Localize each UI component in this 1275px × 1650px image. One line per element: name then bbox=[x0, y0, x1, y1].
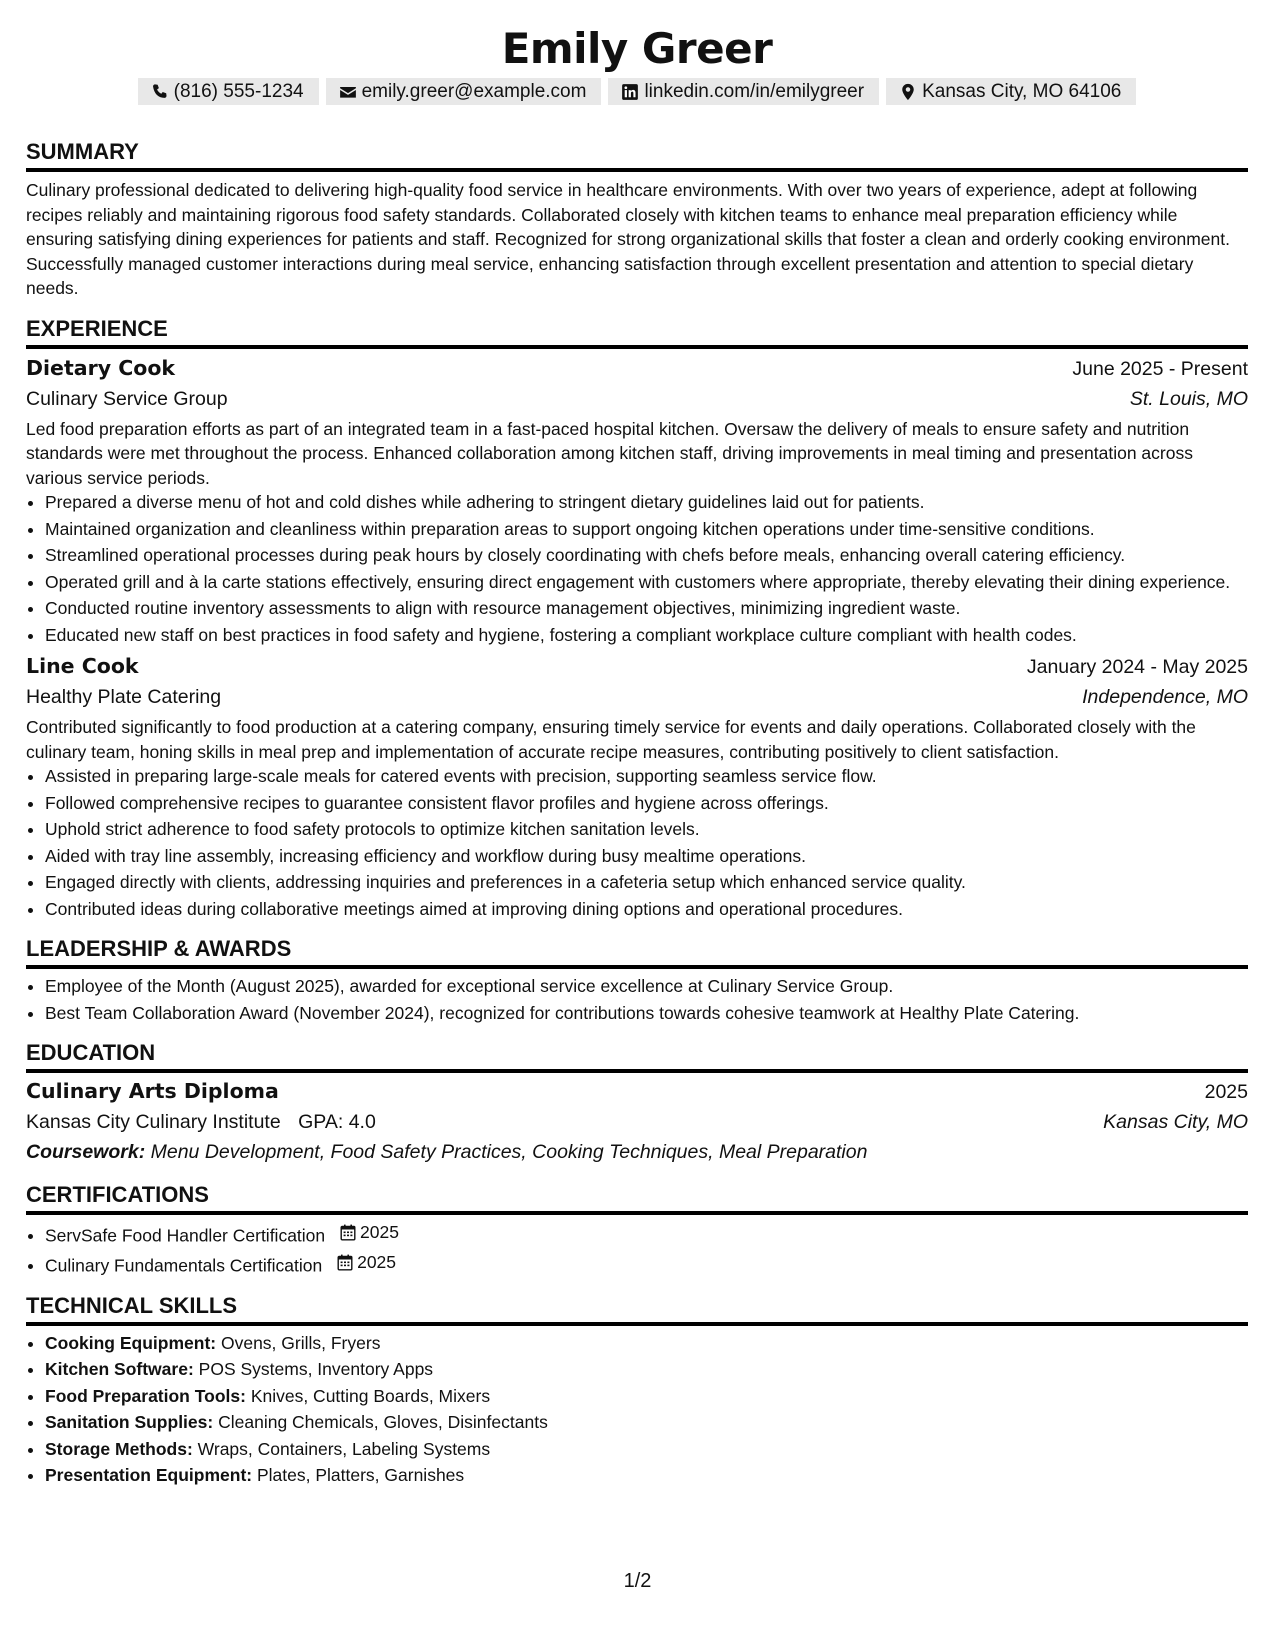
skill-value: POS Systems, Inventory Apps bbox=[198, 1359, 434, 1379]
job-bullet: • Engaged directly with clients, addressing inquiries and preferences in a cafeteria setup which enhanced service quality. bbox=[45, 871, 1248, 895]
certifications-section bbox=[26, 1181, 1248, 1278]
job-company: Healthy Plate Catering bbox=[26, 686, 222, 708]
certification-list bbox=[26, 1221, 1248, 1278]
linkedin-icon bbox=[621, 83, 639, 101]
job-entry bbox=[26, 651, 1248, 921]
calendar-icon bbox=[337, 1254, 353, 1271]
contact-phone[interactable] bbox=[138, 78, 319, 105]
skill-label: Kitchen Software: bbox=[45, 1359, 194, 1379]
candidate-name: Emily Greer bbox=[501, 24, 773, 73]
job-bullet: • Conducted routine inventory assessments to align with resource management objectives, minimizing ingredient waste. bbox=[45, 597, 1248, 621]
certification-year: 2025 bbox=[357, 1251, 397, 1272]
gpa: GPA: 4.0 bbox=[298, 1111, 376, 1133]
skill-item bbox=[45, 1332, 1248, 1356]
certification-name: Culinary Fundamentals Certification bbox=[45, 1255, 323, 1275]
envelope-icon bbox=[339, 83, 357, 101]
job-bullet: • Assisted in preparing large-scale meals for catered events with precision, supporting seamless service flow. bbox=[45, 765, 1248, 789]
skill-value: Ovens, Grills, Fryers bbox=[220, 1332, 381, 1353]
award-item: • Employee of the Month (August 2025), awarded for exceptional service excellence at Culinary Service Group. bbox=[45, 975, 1248, 999]
contact-location-text: Kansas City, MO 64106 bbox=[922, 81, 1122, 102]
skill-value: Knives, Cutting Boards, Mixers bbox=[250, 1385, 491, 1406]
degree-name: Culinary Arts Diploma bbox=[26, 1079, 279, 1103]
phone-icon bbox=[151, 83, 169, 101]
job-location: St. Louis, MO bbox=[1129, 387, 1248, 410]
education-heading: EDUCATION bbox=[26, 1039, 1248, 1073]
job-bullet: • Operated grill and à la carte stations effectively, ensuring direct engagement with customers where appropriate, thereby elevating their dining experience. bbox=[45, 571, 1248, 595]
job-company: Culinary Service Group bbox=[26, 387, 228, 410]
graduation-year: 2025 bbox=[1204, 1081, 1248, 1103]
skill-item bbox=[45, 1464, 1248, 1488]
award-item: • Best Team Collaboration Award (November 2024), recognized for contributions towards cohesive teamwork at Healthy Plate Catering. bbox=[45, 1002, 1248, 1026]
certification-item bbox=[45, 1221, 1248, 1248]
skill-item bbox=[45, 1358, 1248, 1382]
job-bullet: • Educated new staff on best practices in food safety and hygiene, fostering a compliant workplace culture compliant with health codes. bbox=[45, 624, 1248, 648]
skill-label: Storage Methods: bbox=[45, 1438, 193, 1459]
page-number: 1/2 bbox=[623, 1570, 652, 1592]
certification-year: 2025 bbox=[360, 1222, 399, 1242]
contact-email[interactable] bbox=[326, 78, 602, 105]
calendar-icon bbox=[340, 1224, 356, 1241]
skill-label: Cooking Equipment: bbox=[45, 1332, 217, 1353]
education-section bbox=[26, 1039, 1248, 1167]
job-entry bbox=[26, 353, 1248, 648]
leadership-heading: LEADERSHIP & AWARDS bbox=[26, 935, 1248, 969]
job-description: Contributed significantly to food production at a catering company, ensuring timely service for events and daily operations. Collaborated closely with the culinary team, honing skills in meal prep and implementation of accurate recipe measures, contributing positively to client satisfaction. bbox=[26, 717, 1196, 762]
job-bullet: • Aided with tray line assembly, increasing efficiency and workflow during busy mealtime operations. bbox=[45, 845, 1248, 869]
skill-value: Plates, Platters, Garnishes bbox=[256, 1465, 465, 1485]
coursework-label: Coursework: bbox=[26, 1141, 146, 1163]
skills-section bbox=[26, 1292, 1248, 1488]
skills-list bbox=[26, 1332, 1248, 1488]
skill-label: Food Preparation Tools: bbox=[45, 1385, 246, 1406]
summary-text: Culinary professional dedicated to delivering high-quality food service in healthcare environments. With over two years of experience, adept at following recipes reliably and maintaining rigorous food safety standards. Collaborated closely with kitchen teams to enhance meal preparation efficiency while ensuring satisfying dining experiences for patients and staff. Recognized for strong organizational skills that foster a clean and orderly cooking environment. Successfully managed customer interactions during meal service, enhancing satisfaction through excellent presentation and attention to special dietary needs. bbox=[26, 180, 1230, 298]
coursework bbox=[26, 1137, 1248, 1167]
job-bullets bbox=[26, 491, 1248, 647]
contact-linkedin[interactable] bbox=[608, 78, 879, 105]
job-title: Line Cook bbox=[26, 654, 139, 678]
certification-item bbox=[45, 1251, 1248, 1278]
job-bullets bbox=[26, 765, 1248, 921]
job-title: Dietary Cook bbox=[26, 355, 176, 380]
job-bullet: • Uphold strict adherence to food safety protocols to optimize kitchen sanitation levels. bbox=[45, 818, 1248, 842]
school-location: Kansas City, MO bbox=[1103, 1111, 1248, 1133]
skill-label: Sanitation Supplies: bbox=[45, 1412, 214, 1432]
job-bullet: • Streamlined operational processes during peak hours by closely coordinating with chefs before meals, enhancing overall catering efficiency. bbox=[45, 544, 1248, 568]
summary-heading: SUMMARY bbox=[26, 138, 1248, 172]
job-description: Led food preparation efforts as part of an integrated team in a fast-paced hospital kitchen. Oversaw the delivery of meals to ensure safety and nutrition standards were met throughout the process. Enhanced collaboration among kitchen staff, driving improvements in meal timing and presentation across various service periods. bbox=[26, 418, 1193, 488]
job-bullet: • Maintained organization and cleanliness within preparation areas to support ongoing kitchen operations under time-sensitive conditions. bbox=[45, 518, 1248, 542]
leadership-section bbox=[26, 935, 1248, 1025]
award-list bbox=[26, 975, 1248, 1025]
skill-label: Presentation Equipment: bbox=[45, 1465, 253, 1485]
skills-heading: TECHNICAL SKILLS bbox=[26, 1292, 1248, 1326]
summary-section bbox=[26, 138, 1248, 301]
contact-email-text: emily.greer@example.com bbox=[361, 81, 587, 102]
map-pin-icon bbox=[899, 83, 917, 101]
contact-row bbox=[26, 78, 1248, 105]
contact-phone-text: (816) 555-1234 bbox=[173, 81, 304, 102]
skill-value: Wraps, Containers, Labeling Systems bbox=[197, 1438, 491, 1459]
skill-value: Cleaning Chemicals, Gloves, Disinfectants bbox=[218, 1412, 548, 1432]
experience-section bbox=[26, 315, 1248, 922]
skill-item bbox=[45, 1411, 1248, 1435]
skill-item bbox=[45, 1438, 1248, 1462]
experience-heading: EXPERIENCE bbox=[26, 315, 1248, 349]
skill-item bbox=[45, 1385, 1248, 1409]
certification-name: ServSafe Food Handler Certification bbox=[45, 1225, 326, 1246]
certifications-heading: CERTIFICATIONS bbox=[26, 1181, 1248, 1215]
job-location: Independence, MO bbox=[1082, 686, 1248, 708]
job-bullet: • Contributed ideas during collaborative meetings aimed at improving dining options and operational procedures. bbox=[45, 898, 1248, 922]
job-bullet: • Followed comprehensive recipes to guarantee consistent flavor profiles and hygiene across offerings. bbox=[45, 792, 1248, 816]
contact-location[interactable] bbox=[886, 78, 1136, 105]
job-bullet: • Prepared a diverse menu of hot and cold dishes while adhering to stringent dietary guidelines laid out for patients. bbox=[45, 491, 1248, 515]
contact-linkedin-text: linkedin.com/in/emilygreer bbox=[644, 81, 865, 102]
school-name: Kansas City Culinary Institute bbox=[26, 1111, 281, 1133]
job-dates: January 2024 - May 2025 bbox=[1026, 656, 1248, 678]
coursework-list: Menu Development, Food Safety Practices, Cooking Techniques, Meal Preparation bbox=[150, 1141, 868, 1163]
job-dates: June 2025 - Present bbox=[1072, 357, 1248, 380]
